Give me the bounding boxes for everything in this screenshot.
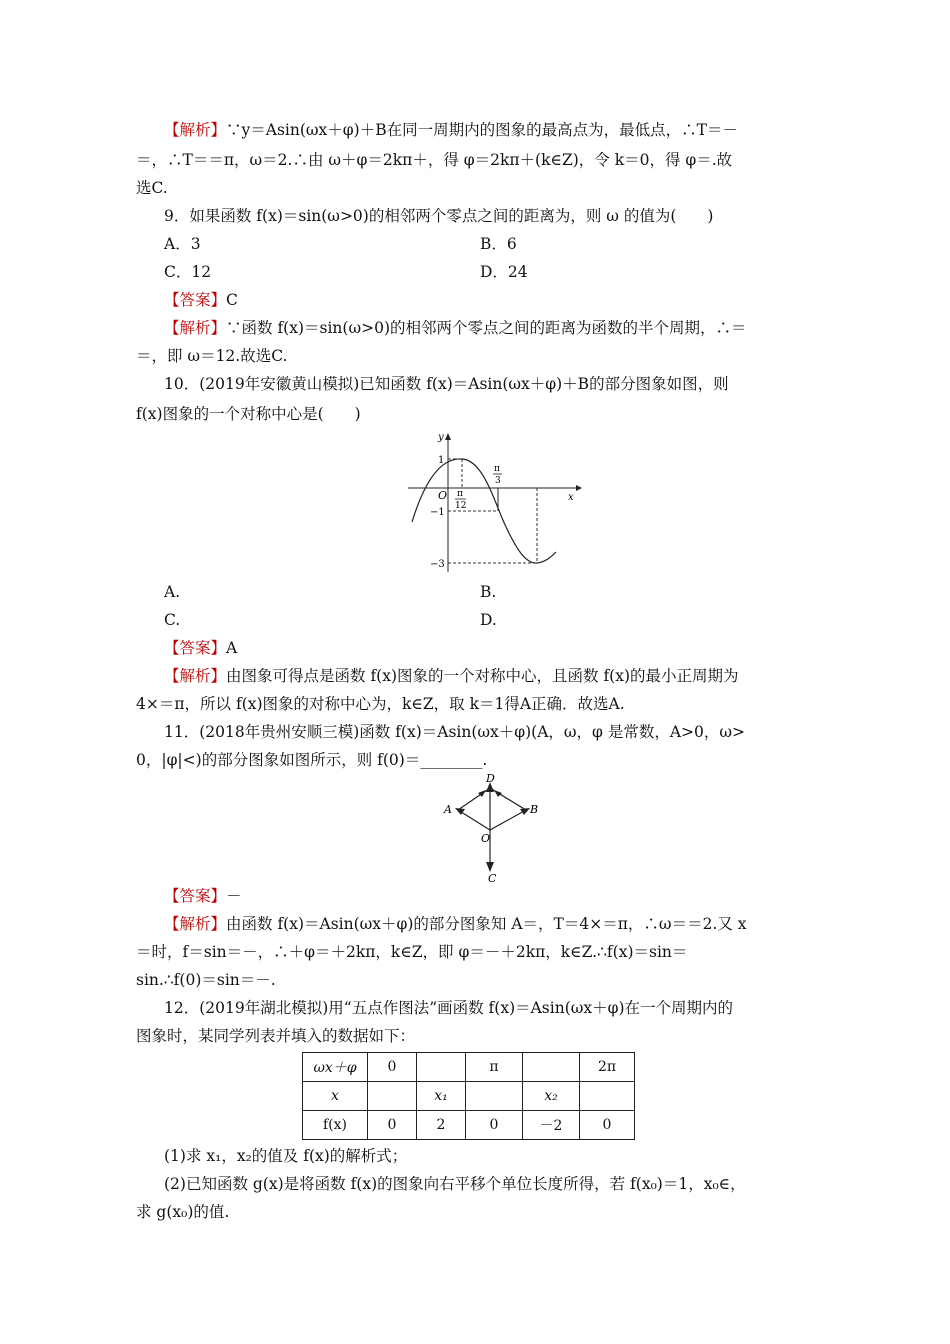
table-row xyxy=(303,1111,635,1140)
x-pi3-den: 3 xyxy=(495,476,501,486)
q10-solution-label: 【解析】 xyxy=(164,667,227,685)
q10-answer-label: 【答案】 xyxy=(164,639,227,657)
q9-solution-label: 【解析】 xyxy=(164,319,227,337)
q12-part1: (1)求 x₁，x₂的值及 f(x)的解析式； xyxy=(164,1147,408,1165)
arrow-bd xyxy=(494,790,502,797)
q10-answer-value: A xyxy=(226,639,238,657)
table-cell: f(x) xyxy=(303,1111,368,1140)
q10-sine-graph xyxy=(400,428,590,574)
sol8-label: 【解析】 xyxy=(164,121,227,139)
sol8-line1 xyxy=(164,120,738,140)
y-axis-label: y xyxy=(438,432,444,443)
vector-oa xyxy=(458,810,490,830)
table-cell xyxy=(580,1082,635,1111)
q11-stem-line2: 0，|φ|<)的部分图象如图所示，则 f(0)＝________. xyxy=(136,751,488,769)
q10-stem-line2: f(x)图象的一个对称中心是( ) xyxy=(136,405,361,423)
q11-solution-text1: 由函数 f(x)＝Asin(ωx＋φ)的部分图象知 A＝，T＝4×＝π，∴ω＝＝2.又 x xyxy=(226,915,747,933)
label-b: B xyxy=(530,803,539,816)
table-cell: x xyxy=(303,1082,368,1111)
q9-option-a: A．3 xyxy=(164,235,201,253)
q9-stem: 9．如果函数 f(x)＝sin(ω>0)的相邻两个零点之间的距离为，则 ω 的值为( ) xyxy=(164,207,714,225)
q9-answer xyxy=(164,290,238,310)
q10-solution-line2: 4×＝π，所以 f(x)图象的对称中心为，k∈Z，取 k＝1得A正确．故选A. xyxy=(136,695,625,713)
q9-answer-value: C xyxy=(226,291,238,309)
table-cell: π xyxy=(466,1053,523,1082)
q10-option-d: D. xyxy=(480,611,497,629)
q10-option-b: B. xyxy=(480,583,497,601)
table-row xyxy=(303,1053,635,1082)
arrow-c xyxy=(486,862,494,872)
q10-solution-line1 xyxy=(164,666,739,686)
table-cell: 0 xyxy=(368,1111,417,1140)
q10-option-c: C. xyxy=(164,611,181,629)
label-c: C xyxy=(488,872,497,884)
q10-answer xyxy=(164,638,237,658)
x-axis-label: x xyxy=(568,492,574,503)
y-axis-arrow xyxy=(445,433,451,440)
table-cell: x₂ xyxy=(523,1082,580,1111)
table-cell: x₁ xyxy=(417,1082,466,1111)
table-cell: 0 xyxy=(580,1111,635,1140)
q11-vector-diagram xyxy=(438,772,548,884)
q11-answer-label: 【答案】 xyxy=(164,887,227,905)
table-cell xyxy=(466,1082,523,1111)
five-point-table xyxy=(302,1052,635,1140)
x-axis-arrow xyxy=(576,485,582,491)
q12-part2-line2: 求 g(x₀)的值. xyxy=(136,1203,230,1221)
q10-stem-line1: 10．(2019年安徽黄山模拟)已知函数 f(x)＝Asin(ωx＋φ)＋B的部分图象如图，则 xyxy=(164,375,729,393)
q11-stem-line1: 11．(2018年贵州安顺三模)函数 f(x)＝Asin(ωx＋φ)(A，ω，φ 是常数，A>0，ω> xyxy=(164,723,746,741)
q11-solution-label: 【解析】 xyxy=(164,915,227,933)
table-cell xyxy=(523,1053,580,1082)
q12-stem-line1: 12．(2019年湖北模拟)用“五点作图法”画函数 f(x)＝Asin(ωx＋φ)在一个周期内的 xyxy=(164,999,734,1017)
y-minus1-label: −1 xyxy=(430,507,445,518)
q9-option-b: B．6 xyxy=(480,235,517,253)
q12-part2-line1: (2)已知函数 g(x)是将函数 f(x)的图象向右平移个单位长度所得，若 f(x₀)＝1，x₀∈， xyxy=(164,1175,746,1193)
table-row xyxy=(303,1082,635,1111)
table-cell: 2π xyxy=(580,1053,635,1082)
sol8-line2: ＝，∴T＝＝π，ω＝2.∴由 ω＋φ＝2kπ＋，得 φ＝2kπ＋(k∈Z)，令 k＝0，得 φ＝.故 xyxy=(136,151,733,169)
q9-solution-text1: ∵函数 f(x)＝sin(ω>0)的相邻两个零点之间的距离为函数的半个周期，∴＝ xyxy=(226,319,747,337)
q11-solution-line2: ＝时，f＝sin＝－，∴＋φ＝＋2kπ，k∈Z，即 φ＝－＋2kπ，k∈Z.∴f(x)＝sin＝ xyxy=(136,943,688,961)
label-o: O xyxy=(481,832,491,845)
x-pi12-den: 12 xyxy=(455,501,467,511)
x-pi3-num: π xyxy=(494,464,500,474)
sol8-line3: 选C. xyxy=(136,179,168,197)
table-cell: 2 xyxy=(417,1111,466,1140)
label-d: D xyxy=(486,772,495,785)
y-min-label: −3 xyxy=(430,559,445,570)
vector-ob xyxy=(490,810,526,830)
q11-answer xyxy=(164,886,242,906)
origin-label: O xyxy=(438,489,448,502)
table-cell xyxy=(368,1082,417,1111)
q12-stem-line2: 图象时，某同学列表并填入的数据如下： xyxy=(136,1027,416,1045)
q9-solution-line2: ＝，即 ω＝12.故选C. xyxy=(136,347,288,365)
q9-answer-label: 【答案】 xyxy=(164,291,227,309)
q11-solution-line3: sin.∴f(0)＝sin＝－. xyxy=(136,971,276,989)
q10-option-a: A. xyxy=(164,583,181,601)
q10-solution-text1: 由图象可得点是函数 f(x)图象的一个对称中心，且函数 f(x)的最小正周期为 xyxy=(226,667,739,685)
table-cell: 0 xyxy=(368,1053,417,1082)
q9-option-d: D．24 xyxy=(480,263,528,281)
sol8-text1: ∵y＝Asin(ωx＋φ)＋B在同一周期内的图象的最高点为，最低点，∴T＝－ xyxy=(226,121,738,139)
q11-solution-line1 xyxy=(164,914,747,934)
table-cell: －2 xyxy=(523,1111,580,1140)
table-cell: ωx＋φ xyxy=(303,1053,368,1082)
q9-solution-line1 xyxy=(164,318,747,338)
x-pi12-num: π xyxy=(457,489,463,499)
label-a: A xyxy=(444,803,452,816)
q9-option-c: C．12 xyxy=(164,263,212,281)
y-max-label: 1 xyxy=(438,455,445,466)
table-cell xyxy=(417,1053,466,1082)
q11-answer-value: － xyxy=(226,887,242,905)
table-cell: 0 xyxy=(466,1111,523,1140)
